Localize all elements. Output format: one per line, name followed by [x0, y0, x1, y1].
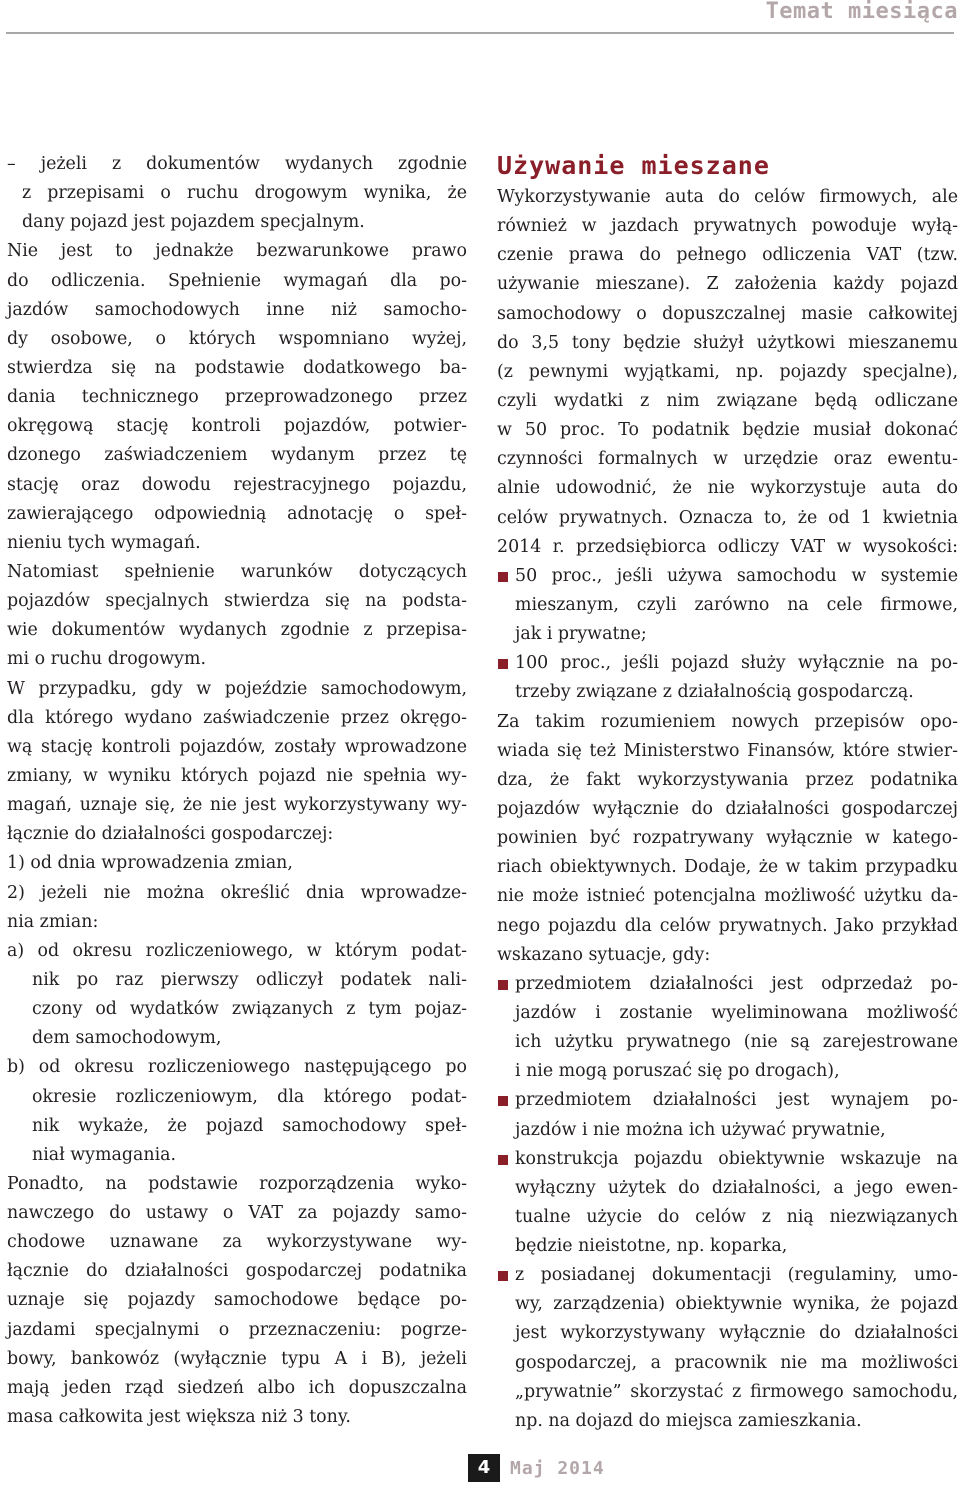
issue-date: Maj 2014 — [510, 1458, 605, 1479]
text-line: pojazdów specjalnych stwierdza się na podsta- — [7, 591, 467, 612]
text-line: czyli wydatki z nim związane będą odliczane — [497, 390, 958, 411]
left-text-column — [7, 150, 467, 1432]
text-line: Nie jest to jednakże bezwarunkowe prawo — [7, 241, 467, 262]
text-line: 1) od dnia wprowadzenia zmian, — [7, 853, 293, 874]
square-bullet-icon — [498, 572, 508, 582]
text-line: łącznie do działalności gospodarczej: — [7, 824, 334, 845]
text-line: dzonego zaświadczeniem wydanym przez tę — [7, 445, 467, 466]
bullet-text: 100 proc., jeśli pojazd służy wyłącznie na po- — [515, 653, 958, 674]
text-line: jest wykorzystywany wyłącznie do działalności — [515, 1323, 958, 1344]
bullet-text: konstrukcja pojazdu obiektywnie wskazuje na — [515, 1148, 958, 1169]
text-line: dy osobowe, o których wspomniano wyżej, — [7, 328, 467, 349]
text-line: będzie nieistotne, np. koparka, — [515, 1236, 788, 1257]
text-line: wyłączny użytek do działalności, a jego ewen- — [515, 1177, 958, 1198]
page-number: 4 — [468, 1454, 500, 1482]
text-line: jazdów samochodowych inne niż samocho- — [7, 299, 467, 320]
bullet-item — [497, 1145, 958, 1174]
text-line: powinien być rozpatrywany wyłącznie w katego- — [497, 828, 958, 849]
bullet-item — [497, 562, 958, 591]
text-line: jak i prywatne; — [515, 624, 647, 645]
bullet-text: przedmiotem działalności jest odprzedaż po- — [515, 973, 958, 994]
right-text-column — [497, 150, 958, 1436]
text-line: nik po raz pierwszy odliczył podatek nali- — [32, 969, 467, 990]
text-line: z przepisami o ruchu drogowym wynika, że — [22, 183, 467, 204]
text-line: Wykorzystywanie auta do celów firmowych, ale — [497, 187, 958, 207]
square-bullet-icon — [498, 659, 508, 669]
header-divider — [6, 32, 954, 34]
text-line: (z pewnymi wyjątkami, np. pojazdy specjalne), — [497, 361, 958, 382]
text-line: stwierdza się na podstawie dodatkowego ba- — [7, 357, 467, 378]
bullet-item — [497, 1261, 958, 1290]
text-line: stację oraz dowodu rejestracyjnego pojazdu, — [7, 474, 467, 495]
text-line: czynności formalnych w urzędzie oraz ewentu- — [497, 449, 958, 470]
text-line: „prywatnie” skorzystać z firmowego samochodu, — [515, 1381, 958, 1402]
square-bullet-icon — [498, 1271, 508, 1281]
text-line: dany pojazd jest pojazdem specjalnym. — [22, 212, 365, 233]
text-line: również w jazdach prywatnych powoduje wyłą- — [497, 216, 958, 237]
text-line: Natomiast spełnienie warunków dotyczących — [7, 561, 467, 582]
text-line: b) od okresu rozliczeniowego następującego po — [7, 1057, 467, 1078]
text-line: wy, zarządzenia) obiektywnie wynika, że pojazd — [515, 1294, 958, 1315]
text-line: celów prywatnych. Oznacza to, że od 1 kwietnia — [497, 507, 958, 528]
text-line: mieszanym, czyli zarówno na cele firmowe, — [515, 594, 958, 615]
text-line: alnie udowodnić, że nie wykorzystuje auta do — [497, 478, 958, 499]
text-line: riach obiektywnych. Dodaje, że w takim przypadku — [497, 857, 958, 878]
text-line: nia zmian: — [7, 911, 99, 932]
text-line: Za takim rozumieniem nowych przepisów opo- — [497, 711, 958, 732]
section-heading: Używanie mieszane — [497, 151, 770, 180]
page-header — [0, 0, 960, 40]
text-line: łącznie do działalności gospodarczej podatnika — [7, 1261, 467, 1282]
text-line: 2) jeżeli nie można określić dnia wprowadze- — [7, 882, 467, 903]
text-line: chodowe uznawane za wykorzystywane wy- — [7, 1232, 467, 1253]
text-line: pojazdów wyłącznie do działalności gospodarczej — [497, 798, 958, 819]
square-bullet-icon — [498, 1155, 508, 1165]
text-line: mi o ruchu drogowym. — [7, 649, 207, 670]
bullet-item — [497, 649, 958, 678]
text-line: gospodarczej, a pracownik nie ma możliwości — [515, 1352, 958, 1373]
text-line: i nie mogą poruszać się po drogach), — [515, 1061, 840, 1082]
text-line: dla którego wydano zaświadczenie przez okręgo- — [7, 707, 467, 728]
text-line: samochodowy o dopuszczalnej masie całkowitej — [497, 303, 958, 324]
text-line: nie może istnieć potencjalna możliwość użytku da- — [497, 886, 958, 907]
text-line: – jeżeli z dokumentów wydanych zgodnie — [7, 154, 467, 174]
text-line: W przypadku, gdy w pojeździe samochodowym, — [7, 678, 467, 699]
text-line: tualne użycie do celów z nią niezwiązanych — [515, 1206, 958, 1227]
text-line: nawczego do ustawy o VAT za pojazdy samo- — [7, 1203, 467, 1224]
text-line: do odliczenia. Spełnienie wymagań dla po- — [7, 270, 467, 291]
text-line: np. na dojazd do miejsca zamieszkania. — [515, 1410, 862, 1431]
text-line: nik wykaże, że pojazd samochodowy speł- — [32, 1115, 467, 1136]
text-line: jazdów i nie można ich używać prywatnie, — [515, 1119, 886, 1140]
text-line: w 50 proc. To podatnik będzie musiał dokonać — [497, 420, 958, 441]
text-line: masa całkowita jest większa niż 3 tony. — [7, 1407, 351, 1428]
text-line: wie dokumentów wydanych zgodnie z przepisa- — [7, 620, 467, 641]
text-line: nieniu tych wymagań. — [7, 532, 201, 553]
text-line: uznaje się pojazdy samochodowe będące po- — [7, 1290, 467, 1311]
text-line: a) od okresu rozliczeniowego, w którym podat- — [7, 940, 467, 961]
text-line: używanie mieszane). Z założenia każdy pojazd — [497, 274, 958, 295]
text-line: Ponadto, na podstawie rozporządzenia wyko- — [7, 1173, 467, 1194]
text-line: czony od wydatków związanych z tym pojaz- — [32, 999, 467, 1020]
text-line: wą stację kontroli pojazdów, zostały wprowadzone — [7, 736, 467, 757]
text-line: magań, uznaje się, że nie jest wykorzystywany wy- — [7, 795, 467, 816]
text-line: okręgową stację kontroli pojazdów, potwier- — [7, 416, 467, 437]
bullet-item — [497, 1086, 958, 1115]
text-line: jazdami specjalnymi o przeznaczeniu: pogrze- — [7, 1319, 467, 1340]
text-line: wiada się też Ministerstwo Finansów, które stwier- — [497, 740, 958, 761]
text-line: wskazano sytuacje, gdy: — [497, 944, 711, 965]
text-line: zmiany, w wyniku których pojazd nie spełnia wy- — [7, 765, 467, 786]
bullet-text: z posiadanej dokumentacji (regulaminy, umo- — [515, 1265, 958, 1286]
text-line: bowy, bankowóz (wyłącznie typu A i B), jeżeli — [7, 1348, 467, 1369]
text-line: mają jeden rząd siedzeń albo ich dopuszczalna — [7, 1377, 467, 1398]
bullet-text: przedmiotem działalności jest wynajem po- — [515, 1090, 958, 1111]
text-line: do 3,5 tony będzie służył użytkowi mieszanemu — [497, 332, 958, 353]
bullet-text: 50 proc., jeśli używa samochodu w systemie — [515, 565, 958, 586]
text-line: 2014 r. przedsiębiorca odliczy VAT w wysokości: — [497, 536, 958, 557]
bullet-item — [497, 970, 958, 999]
text-line: czenie prawa do pełnego odliczenia VAT (tzw. — [497, 245, 958, 266]
text-line: jazdów i zostanie wyeliminowana możliwość — [515, 1002, 958, 1023]
text-line: dem samochodowym, — [32, 1028, 222, 1049]
text-line: ich użytku prywatnego (nie są zarejestrowane — [515, 1032, 958, 1053]
text-line: nego pojazdu dla celów prywatnych. Jako przykład — [497, 915, 958, 936]
square-bullet-icon — [498, 1096, 508, 1106]
text-line: trzeby związane z działalnością gospodarczą. — [515, 682, 914, 703]
text-line: dania technicznego przeprowadzonego przez — [7, 387, 467, 408]
square-bullet-icon — [498, 980, 508, 990]
text-line: niał wymagania. — [32, 1144, 177, 1165]
section-header-title: Temat miesiąca — [765, 0, 958, 24]
text-line: dza, że fakt wykorzystywania przez podatnika — [497, 769, 958, 790]
text-line: zawierającego odpowiednią adnotację o speł- — [7, 503, 467, 524]
text-line: okresie rozliczeniowym, dla którego podat- — [32, 1086, 467, 1107]
